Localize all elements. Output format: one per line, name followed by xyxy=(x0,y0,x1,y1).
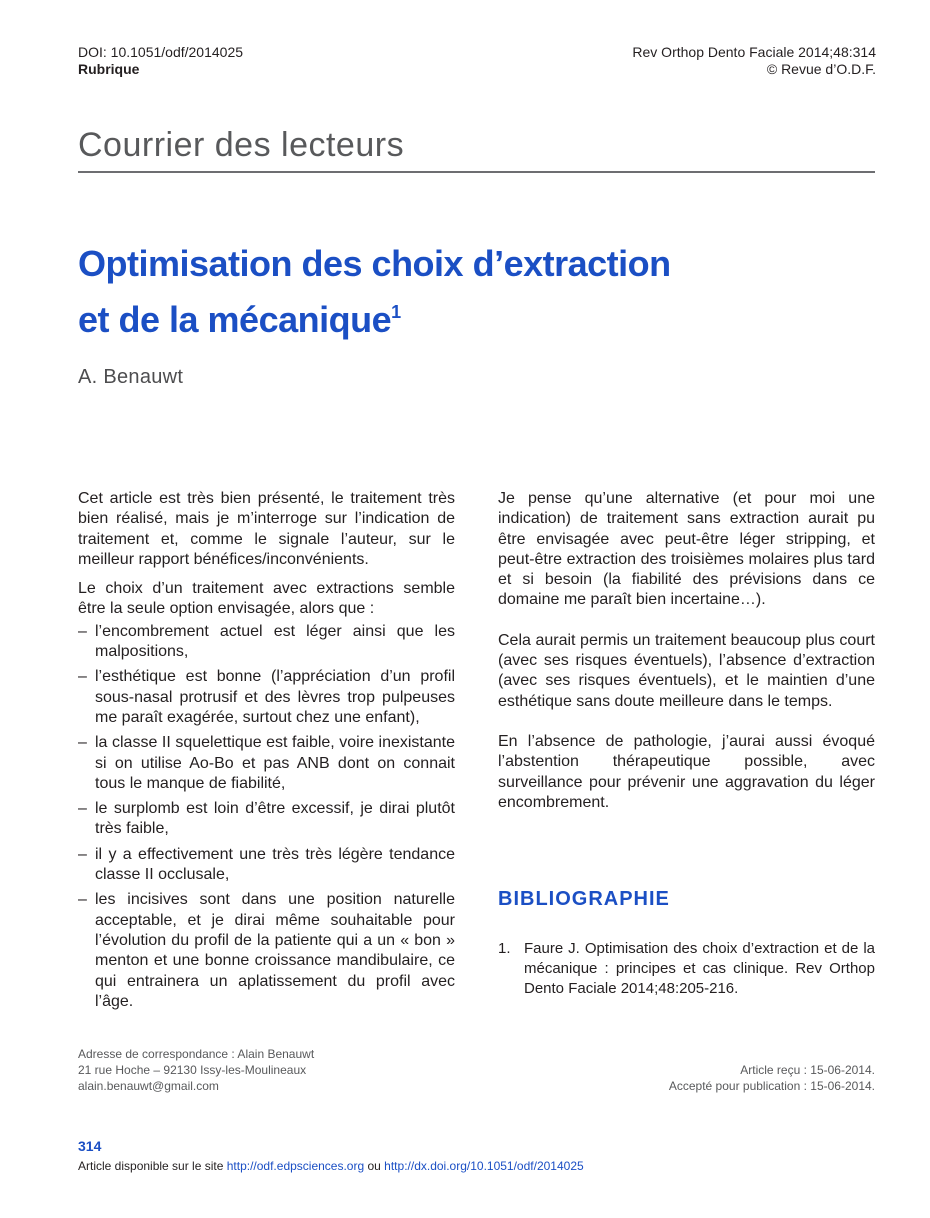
list-item xyxy=(78,733,455,794)
section-divider xyxy=(78,171,875,173)
right-column xyxy=(498,489,875,822)
dash-marker: – xyxy=(78,891,87,909)
dash-marker: – xyxy=(78,734,87,752)
correspondence-block xyxy=(78,1046,314,1094)
bullet-list xyxy=(78,622,455,1012)
dash-marker: – xyxy=(78,622,87,640)
title-line-2-text: et de la mécanique xyxy=(78,299,392,340)
footer-link-doi[interactable]: http://dx.doi.org/10.1051/odf/2014025 xyxy=(384,1159,584,1173)
list-item-text: le surplomb est loin d’être excessif, je dirai plutôt très faible, xyxy=(95,800,455,838)
header-right xyxy=(632,44,876,78)
list-item xyxy=(78,890,455,1012)
list-item xyxy=(78,667,455,728)
paragraph: En l’absence de pathologie, j’aurai aussi évoqué l’abstention thérapeutique possible, avec surveillance pour prévenir une aggravation du léger encombrement. xyxy=(498,732,875,811)
accepted-date: Accepté pour publication : 15-06-2014. xyxy=(668,1079,875,1093)
correspondence-name: Adresse de correspondance : Alain Benauwt xyxy=(78,1047,315,1061)
list-item-text: l’esthétique est bonne (l’appréciation d’un profil sous-nasal protrusif et des lèvres trop pulpeuses me paraît exagérée, surtout chez une enfant), xyxy=(95,668,455,726)
journal-citation: Rev Orthop Dento Faciale 2014;48:314 xyxy=(632,44,876,60)
header-left xyxy=(78,44,243,78)
page-number: 314 xyxy=(78,1138,102,1154)
correspondence-email[interactable]: alain.benauwt@gmail.com xyxy=(78,1079,219,1093)
paragraph: Je pense qu’une alternative (et pour moi une indication) de traitement sans extraction aurait pu être envisagée avec peut-être léger stripping, et peut-être extraction des troisièmes molaires plus tard et si besoin (la fiabilité des prévisions dans ce domaine me paraît bien incertaine…). xyxy=(498,490,875,609)
paragraph: Le choix d’un traitement avec extractions semble être la seule option envisagée, alors que : xyxy=(78,580,455,618)
list-item-text: la classe II squelettique est faible, voire inexistante si on utilise Ao-Bo et pas ANB dont on connait tous le manque de fiabilité, xyxy=(95,734,455,792)
reference-number: 1. xyxy=(498,940,511,957)
bibliography-heading: BIBLIOGRAPHIE xyxy=(498,888,670,910)
list-item xyxy=(78,622,455,663)
article-dates xyxy=(669,1062,875,1094)
reference-text: Faure J. Optimisation des choix d’extraction et de la mécanique : principes et cas clinique. Rev Orthop Dento Faciale 2014;48:205-216. xyxy=(524,940,875,997)
correspondence-address: 21 rue Hoche – 92130 Issy-les-Moulineaux xyxy=(78,1063,307,1077)
copyright-text: © Revue d’O.D.F. xyxy=(766,61,876,77)
footnote-marker[interactable]: 1 xyxy=(391,302,401,322)
rubric-label: Rubrique xyxy=(78,61,140,77)
dash-marker: – xyxy=(78,668,87,686)
paragraph: Cet article est très bien présenté, le traitement très bien réalisé, mais je m’interroge sur l’indication de traitement et, comme le signale l’auteur, sur le meilleur rapport bénéfices/inconvénients. xyxy=(78,490,455,568)
author-name: A. Benauwt xyxy=(78,366,184,388)
title-line-1: Optimisation des choix d’extraction xyxy=(78,243,671,284)
paragraph: Cela aurait permis un traitement beaucoup plus court (avec ses risques éventuels), l’absence d’extraction (avec ses risques éventuels), et le maintien d’une esthétique sans doute meilleure dans le temps. xyxy=(498,631,875,710)
list-item-text: les incisives sont dans une position naturelle acceptable, et je dirai même souhaitable pour l’évolution du profil de la patiente qui a un « bon » menton et une bonne croissance mandibulaire, ce qui entrainera un aplatissement du profil avec l’âge. xyxy=(95,891,455,1010)
bibliography-item xyxy=(498,939,875,999)
list-item xyxy=(78,799,455,840)
footer-availability xyxy=(78,1159,584,1173)
footer-text: Article disponible sur le site xyxy=(78,1159,227,1173)
received-date: Article reçu : 15-06-2014. xyxy=(740,1063,875,1077)
list-item-text: il y a effectivement une très très légère tendance classe II occlusale, xyxy=(95,845,455,884)
doi-text: DOI: 10.1051/odf/2014025 xyxy=(78,44,244,60)
list-item-text: l’encombrement actuel est léger ainsi que les malpositions, xyxy=(95,622,455,661)
article-title xyxy=(78,240,858,344)
dash-marker: – xyxy=(78,845,87,863)
list-item xyxy=(78,845,455,886)
footer-text-or: ou xyxy=(364,1159,385,1173)
dash-marker: – xyxy=(78,800,87,818)
left-column xyxy=(78,489,455,1017)
section-title: Courrier des lecteurs xyxy=(78,126,405,164)
footer-link-site[interactable]: http://odf.edpsciences.org xyxy=(226,1159,365,1173)
title-line-2 xyxy=(78,288,858,344)
